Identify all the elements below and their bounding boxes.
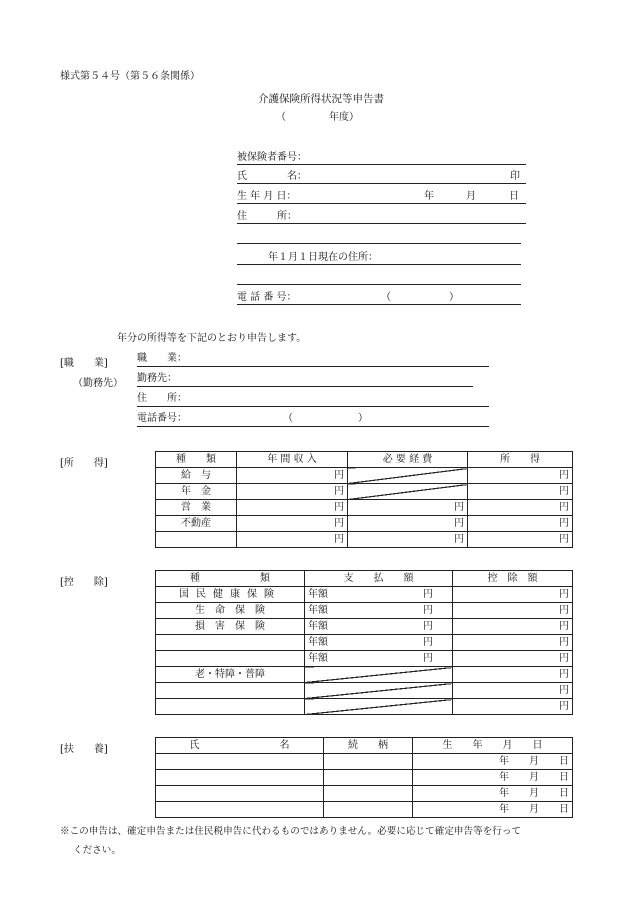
workplace-phone-paren-close: ） [358,413,368,424]
annual-label: 年額 [308,604,328,616]
yen-label: 円 [423,604,433,616]
deduction-kind-blank[interactable] [156,651,305,667]
income-result-cell[interactable]: 円 [468,468,573,484]
deduction-paid-cell-disabled [305,667,453,683]
workplace-section-label: （勤務先） [73,378,123,389]
dependents-header-relation: 続 柄 [324,738,413,754]
income-header-annual: 年 間 収 入 [237,452,348,468]
income-result-cell[interactable]: 円 [468,516,573,532]
phone-field[interactable] [237,304,521,305]
yen-label: 円 [423,620,433,632]
job-label: 職 業： [137,353,187,364]
table-row [156,683,573,699]
dependent-birthdate-cell[interactable]: 年 月 日 [413,802,573,818]
dependent-relation-cell[interactable] [324,802,413,818]
deduction-amount-cell[interactable]: 円 [453,651,573,667]
jan1-address-field[interactable] [237,264,521,265]
income-annual-cell[interactable]: 円 [237,532,348,548]
dependent-name-cell[interactable] [156,802,324,818]
deduction-paid-cell[interactable] [305,587,453,603]
income-table [155,451,573,548]
birthdate-label: 生 年 月 日： [237,191,297,202]
dependents-header-row [156,738,573,754]
income-annual-cell[interactable]: 円 [237,516,348,532]
annual-label: 年額 [308,636,328,648]
deduction-amount-cell[interactable]: 円 [453,667,573,683]
annual-label: 年額 [308,652,328,664]
income-expense-cell[interactable]: 円 [348,516,468,532]
name-field[interactable] [237,183,526,184]
yen-label: 円 [423,652,433,664]
deduction-header-amount: 控 除 額 [453,571,573,587]
job-section-label: [職 業] [60,358,108,369]
income-kind: 給 与 [156,468,237,484]
income-expense-cell[interactable]: 円 [348,500,468,516]
dependent-relation-cell[interactable] [324,786,413,802]
dependent-name-cell[interactable] [156,770,324,786]
deduction-paid-cell[interactable] [305,603,453,619]
workplace-address-field[interactable] [137,406,489,407]
deduction-kind: 損 害 保 険 [156,619,305,635]
deduction-header-kind: 種 類 [156,571,305,587]
income-kind-blank[interactable] [156,532,237,548]
annual-label: 年額 [308,620,328,632]
income-annual-cell[interactable]: 円 [237,500,348,516]
income-header-income: 所 得 [468,452,573,468]
dependents-header-name: 氏 名 [156,738,324,754]
fiscal-year-open: （ [276,112,286,123]
income-annual-cell[interactable]: 円 [237,484,348,500]
income-kind: 不動産 [156,516,237,532]
income-result-cell[interactable]: 円 [468,500,573,516]
seal-mark: 印 [510,171,520,182]
workplace-address-label: 住 所： [137,393,187,404]
deduction-header-row [156,571,573,587]
deduction-paid-cell[interactable] [305,619,453,635]
insured-number-field[interactable] [237,164,526,165]
workplace-phone-label: 電話番号： [137,413,187,424]
dependent-relation-cell[interactable] [324,770,413,786]
dependent-birthdate-cell[interactable]: 年 月 日 [413,754,573,770]
table-row [156,699,573,715]
workplace-field[interactable] [137,386,473,387]
table-row [156,532,573,548]
table-row [156,516,573,532]
birth-month-label: 月 [466,191,476,202]
deduction-kind: 生 命 保 険 [156,603,305,619]
deduction-amount-cell[interactable]: 円 [453,683,573,699]
income-header-kind: 種 類 [156,452,237,468]
table-row [156,484,573,500]
table-row [156,635,573,651]
workplace-phone-paren-open: （ [283,413,293,424]
deduction-paid-cell-disabled [305,699,453,715]
income-result-cell[interactable]: 円 [468,484,573,500]
birthdate-field[interactable] [237,203,526,204]
declaration-text: 年分の所得等を下記のとおり申告します。 [117,333,307,344]
income-section-label: [所 得] [60,458,108,469]
deduction-amount-cell[interactable]: 円 [453,635,573,651]
insured-number-label: 被保険者番号： [237,152,307,163]
form-number: 様式第５４号（第５６条関係） [60,71,200,82]
dependents-header-birthdate: 生 年 月 日 [413,738,573,754]
phone-paren-close: ） [449,292,459,303]
deduction-kind-blank[interactable] [156,683,305,699]
deduction-paid-cell[interactable] [305,651,453,667]
table-row [156,603,573,619]
form-title: 介護保険所得状況等申告書 [258,93,384,105]
table-row [156,786,573,802]
birth-day-label: 日 [509,191,519,202]
income-annual-cell[interactable]: 円 [237,468,348,484]
deduction-paid-cell-disabled [305,683,453,699]
annual-label: 年額 [308,588,328,600]
footnote-line2: ください。 [73,845,121,856]
phone-label: 電 話 番 号： [237,292,297,303]
job-field[interactable] [137,366,489,367]
dependents-table [155,737,573,818]
income-expense-cell-disabled [348,484,468,500]
table-row [156,500,573,516]
address-field-line2[interactable] [237,243,521,244]
table-row [156,587,573,603]
income-kind: 営 業 [156,500,237,516]
deduction-kind: 老・特障・普障 [156,667,305,683]
deduction-header-paid: 支 払 額 [305,571,453,587]
table-row [156,667,573,683]
deduction-amount-cell[interactable]: 円 [453,587,573,603]
workplace-phone-field[interactable] [137,426,489,427]
name-label: 氏 名： [237,171,307,182]
address-label: 住 所： [237,211,297,222]
workplace-label: 勤務先： [137,373,177,384]
footnote-line1: ※この申告は、確定申告または住民税申告に代わるものではありません。必要に応じて確定申告等を行って [60,826,522,837]
phone-paren-open: （ [381,292,391,303]
yen-label: 円 [423,636,433,648]
yen-label: 円 [423,588,433,600]
address-field[interactable] [237,223,526,224]
jan1-address-field-line2[interactable] [237,284,521,285]
income-result-cell[interactable]: 円 [468,532,573,548]
income-expense-cell-disabled [348,468,468,484]
birth-year-label: 年 [424,191,434,202]
deduction-section-label: [控 除] [60,577,108,588]
dependent-relation-cell[interactable] [324,754,413,770]
table-row [156,754,573,770]
income-header-expense: 必 要 経 費 [348,452,468,468]
dependent-name-cell[interactable] [156,786,324,802]
dependent-birthdate-cell[interactable]: 年 月 日 [413,770,573,786]
deduction-kind: 国民健康保険 [156,587,305,603]
dependents-section-label: [扶 養] [60,744,108,755]
deduction-amount-cell[interactable]: 円 [453,699,573,715]
deduction-amount-cell[interactable]: 円 [453,619,573,635]
deduction-amount-cell[interactable]: 円 [453,603,573,619]
table-row [156,619,573,635]
table-row [156,770,573,786]
income-expense-cell[interactable]: 円 [348,532,468,548]
income-header-row [156,452,573,468]
deduction-kind-blank[interactable] [156,635,305,651]
dependent-birthdate-cell[interactable]: 年 月 日 [413,786,573,802]
table-row [156,651,573,667]
deduction-table [155,570,573,715]
deduction-paid-cell[interactable] [305,635,453,651]
income-kind: 年 金 [156,484,237,500]
dependent-name-cell[interactable] [156,754,324,770]
table-row [156,468,573,484]
table-row [156,802,573,818]
deduction-kind-blank[interactable] [156,699,305,715]
jan1-address-label: 年１月１日現在の住所： [268,252,378,263]
fiscal-year-label: 年度） [329,112,359,123]
